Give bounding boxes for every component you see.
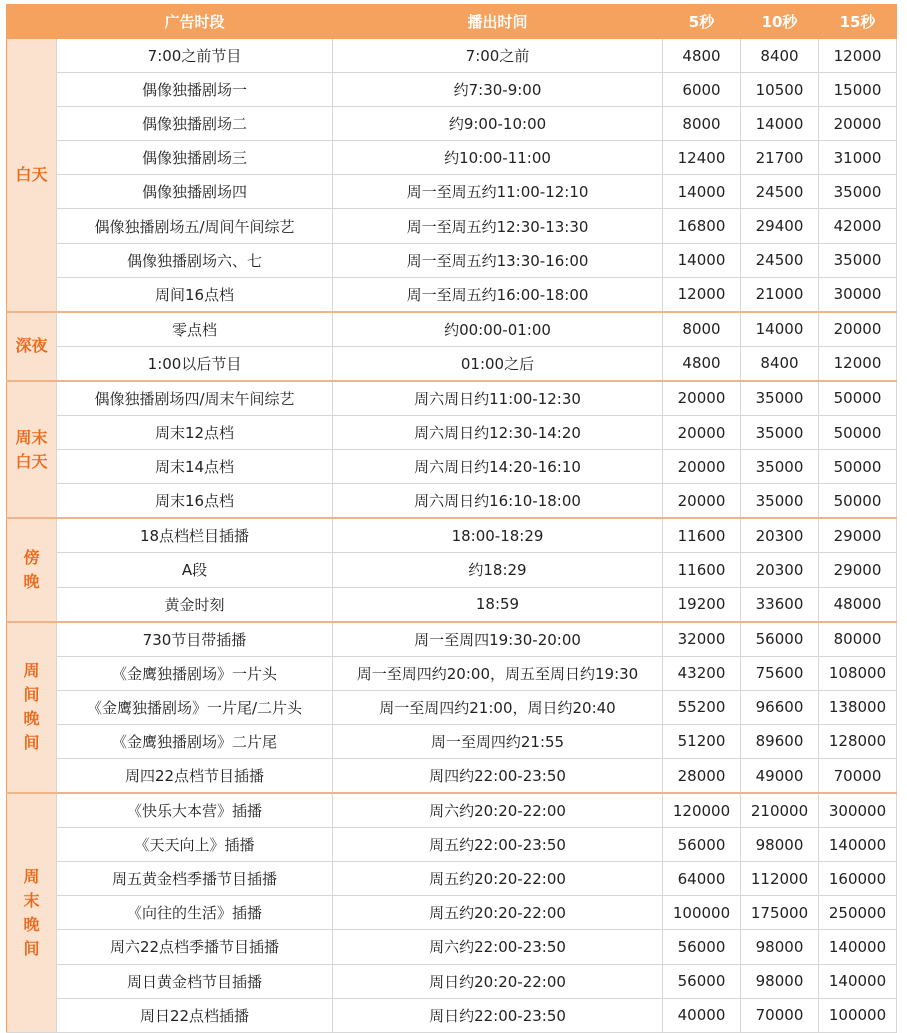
price-10s: 96600 [741,690,819,724]
table-row [7,656,897,690]
price-10s: 89600 [741,724,819,758]
group-label-line: 傍 [23,547,40,567]
rate-card-table [6,4,897,1033]
air-time: 周日约20:20-22:00 [333,964,663,998]
table-body [7,39,897,1033]
group-label [7,39,57,312]
price-5s: 28000 [663,758,741,793]
price-5s: 8000 [663,312,741,347]
price-5s: 14000 [663,175,741,209]
table-row [7,964,897,998]
price-10s: 98000 [741,964,819,998]
slot-name: 1:00以后节目 [57,346,333,381]
price-15s: 35000 [819,243,897,277]
price-15s: 35000 [819,175,897,209]
price-5s: 19200 [663,587,741,622]
air-time: 约7:30-9:00 [333,73,663,107]
slot-name: 18点档栏目插播 [57,518,333,553]
slot-name: 周末14点档 [57,450,333,484]
group-label-line: 晚 [23,571,40,591]
air-time: 周六约20:20-22:00 [333,793,663,828]
price-5s: 32000 [663,622,741,657]
header-row [7,5,897,39]
table-row [7,209,897,243]
rate-card-table-container [6,4,896,1033]
slot-name: 周四22点档节目插播 [57,758,333,793]
price-5s: 20000 [663,484,741,519]
table-row [7,793,897,828]
price-15s: 20000 [819,312,897,347]
air-time: 周一至周五约16:00-18:00 [333,277,663,312]
air-time: 周一至周四约20:00，周五至周日约19:30 [333,656,663,690]
price-5s: 12000 [663,277,741,312]
slot-name: 周末12点档 [57,416,333,450]
table-row [7,518,897,553]
price-15s: 12000 [819,39,897,73]
table-row [7,828,897,862]
slot-name: 黄金时刻 [57,587,333,622]
group-label-line: 白天 [15,164,48,184]
price-15s: 140000 [819,828,897,862]
price-15s: 70000 [819,758,897,793]
header-slot: 广告时段 [57,5,333,39]
price-10s: 29400 [741,209,819,243]
price-15s: 128000 [819,724,897,758]
table-row [7,484,897,519]
air-time: 周六周日约12:30-14:20 [333,416,663,450]
price-15s: 250000 [819,896,897,930]
group-label-line: 间 [23,733,40,753]
slot-name: 周六22点档季播节目插播 [57,930,333,964]
price-10s: 20300 [741,518,819,553]
slot-name: 偶像独播剧场一 [57,73,333,107]
header-10s: 10秒 [741,5,819,39]
air-time: 周一至周四19:30-20:00 [333,622,663,657]
table-row [7,450,897,484]
slot-name: 周间16点档 [57,277,333,312]
table-row [7,862,897,896]
slot-name: 《金鹰独播剧场》二片尾 [57,724,333,758]
price-5s: 100000 [663,896,741,930]
price-10s: 112000 [741,862,819,896]
table-row [7,998,897,1032]
group-label [7,622,57,793]
price-10s: 35000 [741,484,819,519]
air-time: 约10:00-11:00 [333,141,663,175]
air-time: 18:59 [333,587,663,622]
air-time: 周一至周五约11:00-12:10 [333,175,663,209]
price-10s: 175000 [741,896,819,930]
slot-name: 偶像独播剧场二 [57,107,333,141]
air-time: 周一至周四约21:00，周日约20:40 [333,690,663,724]
price-10s: 21700 [741,141,819,175]
air-time: 01:00之后 [333,346,663,381]
price-15s: 50000 [819,416,897,450]
air-time: 约00:00-01:00 [333,312,663,347]
price-15s: 160000 [819,862,897,896]
price-15s: 300000 [819,793,897,828]
table-row [7,107,897,141]
group-label-line: 深夜 [15,336,48,356]
air-time: 周一至周五约12:30-13:30 [333,209,663,243]
price-10s: 10500 [741,73,819,107]
slot-name: 《向往的生活》插播 [57,896,333,930]
price-10s: 35000 [741,416,819,450]
air-time: 18:00-18:29 [333,518,663,553]
price-15s: 31000 [819,141,897,175]
slot-name: 零点档 [57,312,333,347]
air-time: 周日约22:00-23:50 [333,998,663,1032]
price-5s: 11600 [663,518,741,553]
group-label-line: 周 [23,661,40,681]
price-10s: 20300 [741,553,819,587]
price-15s: 48000 [819,587,897,622]
slot-name: 7:00之前节目 [57,39,333,73]
price-10s: 35000 [741,450,819,484]
price-5s: 120000 [663,793,741,828]
price-10s: 33600 [741,587,819,622]
table-row [7,39,897,73]
price-5s: 12400 [663,141,741,175]
air-time: 周五约20:20-22:00 [333,896,663,930]
header-airtime: 播出时间 [333,5,663,39]
price-5s: 56000 [663,930,741,964]
air-time: 周六周日约16:10-18:00 [333,484,663,519]
price-5s: 4800 [663,346,741,381]
table-row [7,346,897,381]
air-time: 约18:29 [333,553,663,587]
group-label-line: 间 [23,685,40,705]
price-5s: 64000 [663,862,741,896]
price-10s: 98000 [741,828,819,862]
group-label-line: 白天 [15,451,48,471]
price-5s: 4800 [663,39,741,73]
slot-name: 偶像独播剧场四/周末午间综艺 [57,381,333,416]
air-time: 周六周日约14:20-16:10 [333,450,663,484]
price-15s: 138000 [819,690,897,724]
air-time: 周五约20:20-22:00 [333,862,663,896]
group-label [7,312,57,381]
slot-name: 偶像独播剧场六、七 [57,243,333,277]
header-group [7,5,57,39]
header-5s: 5秒 [663,5,741,39]
group-label [7,381,57,518]
price-5s: 20000 [663,416,741,450]
price-15s: 50000 [819,450,897,484]
table-row [7,381,897,416]
price-5s: 20000 [663,450,741,484]
table-row [7,622,897,657]
table-row [7,896,897,930]
price-10s: 14000 [741,107,819,141]
air-time: 周五约22:00-23:50 [333,828,663,862]
slot-name: 偶像独播剧场三 [57,141,333,175]
group-label [7,793,57,1032]
price-10s: 98000 [741,930,819,964]
price-10s: 8400 [741,39,819,73]
slot-name: 周五黄金档季播节目插播 [57,862,333,896]
slot-name: 《天天向上》插播 [57,828,333,862]
group-label-line: 晚 [23,709,40,729]
price-10s: 24500 [741,175,819,209]
air-time: 约9:00-10:00 [333,107,663,141]
price-10s: 210000 [741,793,819,828]
price-15s: 100000 [819,998,897,1032]
group-label-line: 末 [23,890,40,910]
price-15s: 29000 [819,553,897,587]
group-label-line: 晚 [23,914,40,934]
price-5s: 55200 [663,690,741,724]
price-15s: 30000 [819,277,897,312]
slot-name: 《金鹰独播剧场》一片尾/二片头 [57,690,333,724]
price-15s: 140000 [819,930,897,964]
table-row [7,553,897,587]
price-10s: 35000 [741,381,819,416]
table-row [7,141,897,175]
price-15s: 20000 [819,107,897,141]
slot-name: 偶像独播剧场四 [57,175,333,209]
table-row [7,416,897,450]
slot-name: 偶像独播剧场五/周间午间综艺 [57,209,333,243]
price-15s: 50000 [819,484,897,519]
price-5s: 56000 [663,828,741,862]
price-10s: 70000 [741,998,819,1032]
table-row [7,73,897,107]
price-5s: 56000 [663,964,741,998]
price-5s: 8000 [663,107,741,141]
slot-name: A段 [57,553,333,587]
price-15s: 50000 [819,381,897,416]
header-15s: 15秒 [819,5,897,39]
price-10s: 14000 [741,312,819,347]
price-5s: 20000 [663,381,741,416]
air-time: 周四约22:00-23:50 [333,758,663,793]
table-row [7,175,897,209]
price-15s: 29000 [819,518,897,553]
group-label [7,518,57,621]
table-row [7,758,897,793]
price-15s: 140000 [819,964,897,998]
price-10s: 56000 [741,622,819,657]
table-row [7,243,897,277]
slot-name: 周日黄金档节目插播 [57,964,333,998]
group-label-line: 周 [23,866,40,886]
price-5s: 51200 [663,724,741,758]
price-15s: 15000 [819,73,897,107]
air-time: 周六周日约11:00-12:30 [333,381,663,416]
price-5s: 11600 [663,553,741,587]
slot-name: 《金鹰独播剧场》一片头 [57,656,333,690]
table-row [7,930,897,964]
price-15s: 108000 [819,656,897,690]
slot-name: 730节目带插播 [57,622,333,657]
group-label-line: 间 [23,938,40,958]
table-row [7,724,897,758]
price-5s: 43200 [663,656,741,690]
slot-name: 《快乐大本营》插播 [57,793,333,828]
price-15s: 12000 [819,346,897,381]
air-time: 周一至周五约13:30-16:00 [333,243,663,277]
price-10s: 24500 [741,243,819,277]
group-label-line: 周末 [15,427,48,447]
price-5s: 16800 [663,209,741,243]
air-time: 7:00之前 [333,39,663,73]
table-row [7,587,897,622]
price-10s: 21000 [741,277,819,312]
price-10s: 75600 [741,656,819,690]
price-5s: 14000 [663,243,741,277]
air-time: 周六约22:00-23:50 [333,930,663,964]
slot-name: 周末16点档 [57,484,333,519]
price-5s: 40000 [663,998,741,1032]
table-row [7,277,897,312]
price-10s: 8400 [741,346,819,381]
price-5s: 6000 [663,73,741,107]
air-time: 周一至周四约21:55 [333,724,663,758]
price-15s: 42000 [819,209,897,243]
slot-name: 周日22点档插播 [57,998,333,1032]
price-15s: 80000 [819,622,897,657]
table-row [7,690,897,724]
price-10s: 49000 [741,758,819,793]
table-row [7,312,897,347]
